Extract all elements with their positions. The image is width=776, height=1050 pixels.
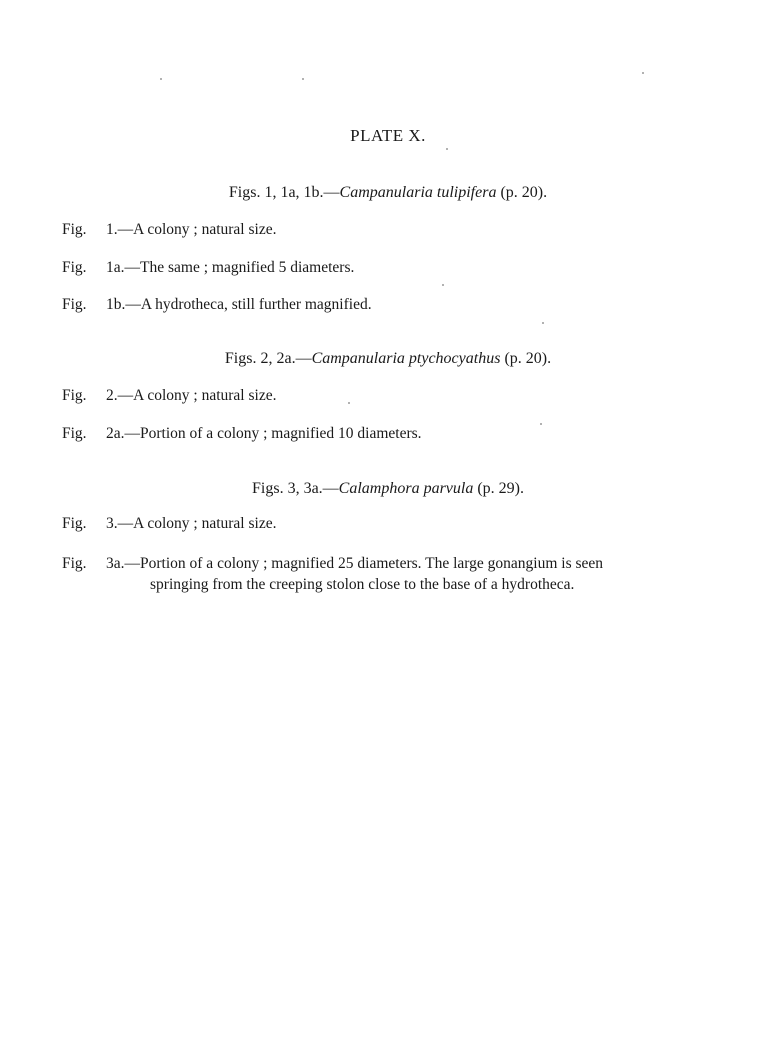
caption-label: Fig.: [62, 221, 87, 238]
caption-continuation: springing from the creeping stolon close to the base of a hydrotheca.: [150, 576, 575, 593]
section-heading-2-prefix: Figs. 2, 2a.—: [224, 350, 312, 367]
section-heading-2-suffix: (p. 20).: [500, 350, 552, 367]
plate-title: PLATE X.: [350, 126, 426, 145]
section-heading-3-suffix: (p. 29).: [473, 480, 524, 497]
caption-text: 1a.—The same ; magnified 5 diameters.: [106, 259, 355, 276]
scan-speck: [542, 322, 544, 324]
caption-text: 3a.—Portion of a colony ; magnified 25 diameters. The large gonangium is seen: [106, 555, 604, 572]
section-heading-3: [0, 480, 776, 498]
caption-fig-2: [62, 387, 276, 405]
section-heading-1-prefix: Figs. 1, 1a, 1b.—: [228, 184, 340, 201]
scan-speck: [446, 148, 448, 150]
section-heading-3-species: Calamphora parvula: [338, 480, 474, 497]
section-heading-1-species: Campanularia tulipifera: [339, 184, 497, 201]
caption-fig-1b: [62, 296, 372, 314]
section-heading-2: [0, 350, 776, 368]
section-heading-3-prefix: Figs. 3, 3a.—: [252, 480, 339, 497]
scan-speck: [442, 284, 444, 286]
section-heading-2-species: Campanularia ptychocyathus: [311, 350, 501, 367]
caption-text: 3.—A colony ; natural size.: [106, 515, 277, 532]
caption-text: 1b.—A hydrotheca, still further magnified.: [106, 296, 372, 313]
caption-text: 1.—A colony ; natural size.: [106, 221, 277, 238]
caption-fig-1a: [62, 259, 354, 277]
section-heading-1: [0, 184, 776, 202]
caption-text: 2a.—Portion of a colony ; magnified 10 diameters.: [106, 425, 422, 442]
caption-label: Fig.: [62, 515, 87, 532]
caption-label: Fig.: [62, 259, 87, 276]
caption-label: Fig.: [62, 296, 87, 313]
caption-fig-2a: [62, 425, 422, 443]
caption-fig-1: [62, 221, 276, 239]
caption-fig-3a: [62, 553, 726, 595]
caption-label: Fig.: [62, 555, 87, 572]
caption-text: 2.—A colony ; natural size.: [106, 387, 277, 404]
scan-speck: [540, 423, 542, 425]
scan-speck: [160, 78, 162, 80]
caption-fig-3: [62, 515, 276, 533]
scan-speck: [348, 402, 350, 404]
caption-label: Fig.: [62, 387, 87, 404]
scan-speck: [642, 72, 644, 74]
scan-speck: [302, 78, 304, 80]
section-heading-1-suffix: (p. 20).: [496, 184, 548, 201]
caption-label: Fig.: [62, 425, 87, 442]
